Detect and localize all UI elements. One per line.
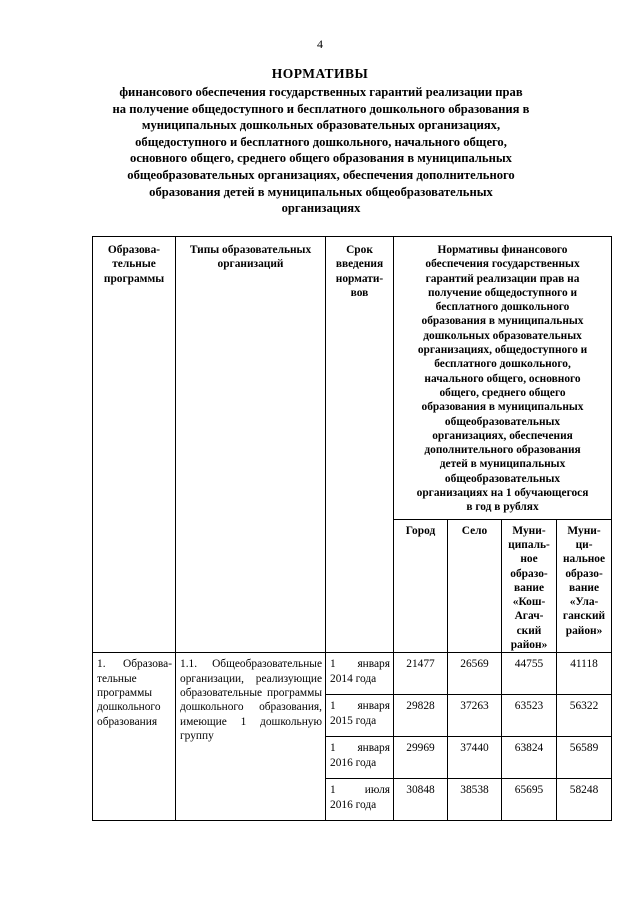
village-value: 37440 (448, 737, 502, 779)
kosh-agach-value: 44755 (502, 653, 557, 695)
kosh-agach-value: 65695 (502, 779, 557, 821)
document-subtitle (88, 84, 554, 217)
cell-line: образо- (510, 567, 548, 580)
cell-line: Муни- (512, 524, 546, 537)
term-cell (326, 653, 394, 695)
term-year: 2015 года (330, 714, 377, 727)
org-type-cell: 1.1. Общеобразовательные организации, реализующие образовательные программы дошкольного образования, имеющие 1 дошкольную группу (176, 653, 326, 821)
cell-line: «Кош- (512, 596, 546, 609)
cell-line: ципаль- (508, 538, 550, 551)
cell-line: ци- (575, 538, 593, 551)
subtitle-line: организациях (281, 201, 361, 216)
subtitle-line: общеобразовательных организациях, обеспечения дополнительного (127, 167, 515, 182)
subtitle-line: основного общего, среднего общего образования в муниципальных (130, 151, 512, 166)
cell-line: бесплатного дошкольного (435, 301, 570, 314)
cell-line: общеобразовательных (444, 415, 561, 428)
cell-line: Муни- (567, 524, 601, 537)
header-city: Город (394, 519, 448, 653)
table-row (93, 653, 612, 695)
cell-line: Срок (346, 244, 373, 256)
city-value: 30848 (394, 779, 448, 821)
cell-line: гарантий реализации прав на (425, 272, 580, 285)
cell-line: нормати- (335, 272, 384, 285)
term-month: января (357, 658, 390, 671)
cell-line: организациях, общедоступного и (417, 344, 588, 357)
cell-line: вание (569, 581, 600, 594)
kosh-agach-value: 63824 (502, 737, 557, 779)
subtitle-line: муниципальных дошкольных образовательных организациях, (141, 118, 501, 133)
cell-line: Образова- (107, 244, 161, 256)
cell-line: начального общего, основного (424, 372, 581, 385)
header-row (93, 237, 612, 520)
city-value: 29828 (394, 695, 448, 737)
document-title: НОРМАТИВЫ (271, 66, 369, 81)
cell-line: образо- (565, 567, 603, 580)
cell-line: организациях, обеспечения (432, 429, 573, 442)
program-cell (93, 653, 176, 821)
header-kosh-agach (502, 519, 557, 653)
cell-line: дошкольных образовательных (423, 329, 582, 342)
cell-line: тельные (97, 672, 137, 685)
ulagan-value: 41118 (557, 653, 612, 695)
cell-line: 1. Образова- (97, 658, 172, 671)
subtitle-line: на получение общедоступного и бесплатного дошкольного образования в (112, 101, 530, 116)
term-cell (326, 779, 394, 821)
term-day: 1 (330, 658, 336, 671)
term-day: 1 (330, 700, 336, 713)
normatives-table (92, 236, 612, 821)
kosh-agach-value: 63523 (502, 695, 557, 737)
page-number: 4 (317, 37, 323, 51)
subtitle-line: образования детей в муниципальных общеобразовательных (149, 184, 493, 199)
subtitle-line: общедоступного и бесплатного дошкольного, начального общего, (135, 134, 507, 149)
cell-line: тельные (112, 258, 156, 271)
cell-line: организаций (217, 258, 284, 271)
cell-line: введения (335, 258, 384, 271)
cell-line: ский (516, 624, 542, 637)
term-day: 1 (330, 742, 336, 755)
village-value: 37263 (448, 695, 502, 737)
term-cell (326, 737, 394, 779)
term-month: января (357, 742, 390, 755)
cell-line: детей в муниципальных (439, 458, 566, 471)
cell-line: дошкольного (97, 701, 161, 714)
cell-line: Нормативы финансового (437, 244, 568, 256)
city-value: 29969 (394, 737, 448, 779)
cell-line: Агач- (514, 610, 544, 623)
cell-line: вов (350, 286, 369, 299)
cell-line: программы (103, 272, 165, 285)
header-ulagan (557, 519, 612, 653)
cell-line: «Ула- (569, 596, 599, 609)
village-value: 26569 (448, 653, 502, 695)
cell-line: общеобразовательных (444, 472, 561, 485)
cell-line: образования в муниципальных (421, 315, 584, 328)
city-value: 21477 (394, 653, 448, 695)
village-value: 38538 (448, 779, 502, 821)
ulagan-value: 58248 (557, 779, 612, 821)
header-village: Село (448, 519, 502, 653)
cell-line: Типы образовательных (189, 244, 312, 256)
header-norms (394, 237, 612, 520)
cell-line: общего, среднего общего (439, 386, 566, 399)
ulagan-value: 56322 (557, 695, 612, 737)
subtitle-line: финансового обеспечения государственных гарантий реализации прав (119, 85, 523, 99)
cell-line: обеспечения государственных (425, 258, 580, 271)
cell-line: район» (565, 624, 603, 637)
term-cell (326, 695, 394, 737)
cell-line: получение общедоступного и (427, 286, 578, 299)
cell-line: организациях на 1 обучающегося (416, 487, 589, 500)
ulagan-value: 56589 (557, 737, 612, 779)
cell-line: в год в рублях (466, 501, 539, 514)
cell-line: ганский (562, 610, 606, 623)
term-year: 2016 года (330, 756, 377, 769)
term-month: января (357, 700, 390, 713)
term-month: июля (364, 784, 390, 797)
cell-line: вание (513, 581, 545, 594)
cell-line: образования (97, 715, 158, 728)
term-year: 2014 года (330, 672, 377, 685)
term-day: 1 (330, 784, 336, 797)
cell-line: дополнительного образования (424, 444, 581, 457)
term-year: 2016 года (330, 798, 377, 811)
cell-line: район» (510, 639, 548, 652)
cell-line: программы (97, 686, 152, 699)
header-org-types (176, 237, 326, 653)
cell-line: бесплатного дошкольного, (434, 358, 571, 371)
cell-line: нальное (562, 553, 606, 566)
header-programs (93, 237, 176, 653)
cell-line: ное (520, 553, 538, 566)
cell-line: образования в муниципальных (421, 401, 584, 414)
header-term (326, 237, 394, 653)
